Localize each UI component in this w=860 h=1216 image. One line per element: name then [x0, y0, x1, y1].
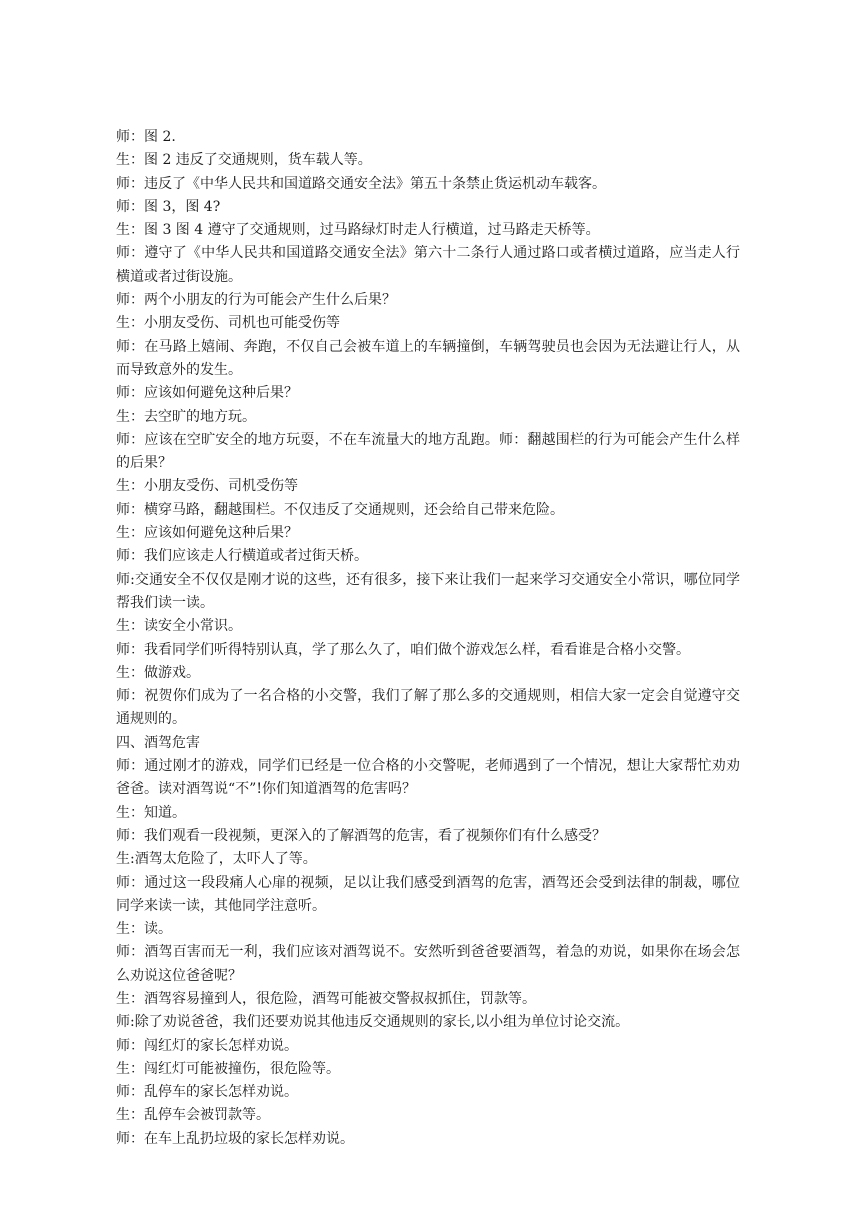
- text-line: 师：应该在空旷安全的地方玩耍，不在车流量大的地方乱跑。师：翻越围栏的行为可能会产生什么样的后果？: [116, 431, 740, 472]
- text-line: 生：图 2 违反了交通规则，货车载人等。: [116, 152, 372, 169]
- section-heading: 四、酒驾危害: [116, 734, 200, 751]
- text-line: 生：酒驾容易撞到人，很危险，酒驾可能被交警叔叔抓住，罚款等。: [116, 990, 536, 1007]
- text-line: 生：知道。: [116, 804, 186, 821]
- text-line: 生：去空旷的地方玩。: [116, 408, 256, 425]
- document-page: [116, 126, 740, 1151]
- text-line: 师：在马路上嬉闹、奔跑，不仅自己会被车道上的车辆撞倒，车辆驾驶员也会因为无法避让行人，从而导致意外的发生。: [116, 338, 740, 378]
- text-line: 师：在车上乱扔垃圾的家长怎样劝说。: [116, 1130, 354, 1147]
- text-line: 师：遵守了《中华人民共和国道路交通安全法》第六十二条行人通过路口或者横过道路，应当走人行横道或者过街设施。: [116, 245, 740, 285]
- text-line: 生：乱停车会被罚款等。: [116, 1107, 270, 1124]
- text-line: 师:交通安全不仅仅是刚才说的这些，还有很多，接下来让我们一起来学习交通安全小常识，哪位同学帮我们读一读。: [116, 571, 740, 611]
- text-line: 生：读安全小常识。: [116, 618, 242, 635]
- text-line: 师:除了劝说爸爸，我们还要劝说其他违反交通规则的家长,以小组为单位讨论交流。: [116, 1014, 630, 1031]
- text-line: 师：酒驾百害而无一利，我们应该对酒驾说不。安然听到爸爸要酒驾，着急的劝说，如果你在场会怎么劝说这位爸爸呢？: [116, 944, 740, 984]
- text-line: 生：图 3 图 4 遵守了交通规则，过马路绿灯时走人行横道，过马路走天桥等。: [116, 222, 600, 239]
- text-line: 师：祝贺你们成为了一名合格的小交警，我们了解了那么多的交通规则，相信大家一定会自觉遵守交通规则的。: [116, 688, 740, 728]
- text-line: 师：我们观看一段视频，更深入的了解酒驾的危害，看了视频你们有什么感受？: [116, 827, 606, 844]
- text-line: 师：横穿马路，翻越围栏。不仅违反了交通规则，还会给自己带来危险。: [116, 501, 564, 518]
- text-line: 师：乱停车的家长怎样劝说。: [116, 1084, 298, 1101]
- text-line: 生：闯红灯可能被撞伤，很危险等。: [116, 1060, 340, 1077]
- text-line: 师：违反了《中华人民共和国道路交通安全法》第五十条禁止货运机动车载客。: [116, 175, 606, 192]
- text-line: 生：做游戏。: [116, 664, 200, 681]
- text-line: 师：闯红灯的家长怎样劝说。: [116, 1037, 298, 1054]
- text-line: 师：两个小朋友的行为可能会产生什么后果？: [116, 292, 396, 309]
- text-line: 生：小朋友受伤、司机受伤等: [116, 478, 298, 495]
- text-line: 师：通过刚才的游戏，同学们已经是一位合格的小交警呢，老师遇到了一个情况，想让大家帮忙劝劝爸爸。读对酒驾说“不”!你们知道酒驾的危害吗？: [116, 758, 740, 798]
- text-line: 生：小朋友受伤、司机也可能受伤等: [116, 315, 340, 332]
- text-line: 师：我们应该走人行横道或者过街天桥。: [116, 548, 368, 565]
- text-line: 师：通过这一段段痛人心扉的视频，足以让我们感受到酒驾的危害，酒驾还会受到法律的制裁，哪位同学来读一读，其他同学注意听。: [116, 874, 740, 914]
- text-line: 生：读。: [116, 921, 172, 938]
- text-line: 师：我看同学们听得特别认真，学了那么久了，咱们做个游戏怎么样，看看谁是合格小交警。: [116, 641, 690, 658]
- text-line: 师：图 3，图 4?: [116, 198, 221, 215]
- text-line: 师：图 2.: [116, 129, 176, 145]
- text-line: 生:酒驾太危险了，太吓人了等。: [116, 851, 317, 868]
- text-line: 师：应该如何避免这种后果？: [116, 385, 298, 402]
- text-line: 生：应该如何避免这种后果？: [116, 525, 298, 542]
